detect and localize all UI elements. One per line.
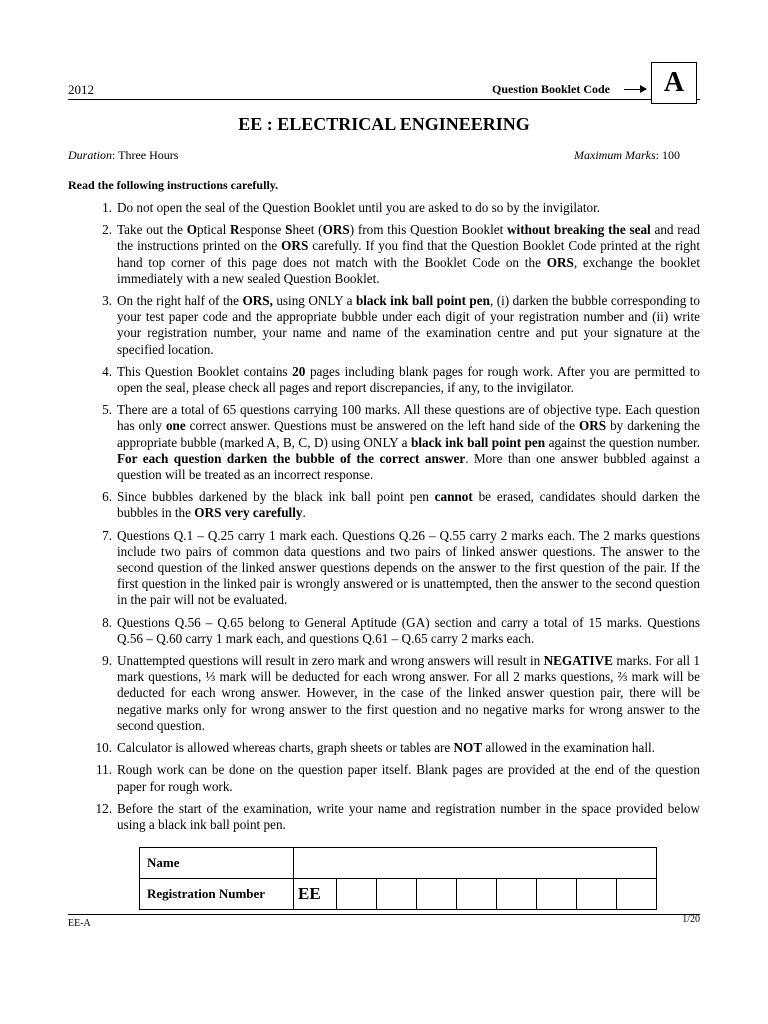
instruction-emphasis: black ink ball point pen xyxy=(355,293,490,309)
instruction-text: esponse xyxy=(239,222,286,238)
instruction-emphasis: S xyxy=(285,222,293,238)
instruction-item xyxy=(68,653,700,734)
registration-digit-cell[interactable] xyxy=(377,879,417,910)
instruction-text: using ONLY a xyxy=(272,293,356,309)
instruction-text: Calculator is allowed whereas charts, graph sheets or tables are xyxy=(117,740,454,756)
instruction-text: On the right half of the xyxy=(117,293,243,309)
instruction-item xyxy=(68,222,700,287)
instruction-emphasis: R xyxy=(230,222,240,238)
instruction-text: Take out the xyxy=(117,222,187,238)
instruction-number: 5. xyxy=(102,402,112,418)
instruction-text: . More than one answer bubbled against a question will be treated as an incorrect response. xyxy=(117,450,701,483)
instruction-number: 3. xyxy=(102,293,112,309)
instruction-text: against the question number. xyxy=(545,434,700,450)
instruction-text: Since bubbles darkened by the black ink ball point pen xyxy=(117,489,435,505)
instruction-item xyxy=(68,615,700,647)
name-field[interactable] xyxy=(294,848,657,879)
instruction-item xyxy=(68,762,700,794)
instruction-text: Questions Q.1 – Q.25 carry 1 mark each. Questions Q.26 – Q.55 carry 2 marks each. The 2 marks questions include two pairs of common data questions and two pairs of linked answer questions. The answer to the second question of the linked answer questions depends on the answer to the first question of the pair. If the first question in the linked pair is wrongly answered or is unattempted, then the answer to the second question in the pair will not be evaluated. xyxy=(117,527,700,608)
instruction-number: 2. xyxy=(102,222,112,238)
instruction-emphasis: black ink ball point pen xyxy=(411,434,546,450)
instruction-number: 1. xyxy=(102,200,112,215)
instruction-list xyxy=(68,200,700,839)
instruction-number: 4. xyxy=(102,363,112,379)
instruction-text: , (i) darken the bubble corresponding to your test paper code and the appropriate bubble under each digit of your registration number and (ii) write your registration number, your name and name of the examination centre and put your signature at the specified location. xyxy=(117,293,701,357)
instruction-emphasis: O xyxy=(186,222,197,238)
duration-label: Duration xyxy=(68,148,113,162)
registration-digit-cell[interactable] xyxy=(537,879,577,910)
instruction-item xyxy=(68,801,700,833)
instruction-item xyxy=(68,293,700,358)
instruction-item xyxy=(68,489,700,521)
instruction-text: by darkening the appropriate bubble (marked A, B, C, D) using ONLY a xyxy=(117,418,701,450)
marks-value: : 100 xyxy=(655,148,680,162)
instruction-text: carefully. If you find that the Question Booklet Code printed at the right hand top corner of this page does not match with the Booklet Code on the xyxy=(117,238,700,270)
booklet-code-label: Question Booklet Code xyxy=(492,82,611,96)
instruction-number: 9. xyxy=(102,653,112,669)
instruction-number: 7. xyxy=(102,527,112,543)
name-label: Name xyxy=(140,848,294,879)
instruction-text: Do not open the seal of the Question Booklet until you are asked to do so by the invigilator. xyxy=(117,200,601,215)
instruction-emphasis: cannot xyxy=(434,489,473,505)
instructions-heading: Read the following instructions carefully. xyxy=(68,178,279,192)
instruction-number: 10. xyxy=(95,740,112,756)
instruction-text: heet ( xyxy=(292,222,323,238)
instruction-text: Rough work can be done on the question paper itself. Blank pages are provided at the end of the question paper for rough work. xyxy=(117,762,700,794)
instruction-item xyxy=(68,200,700,216)
instruction-emphasis: ORS xyxy=(322,222,350,238)
duration xyxy=(68,148,178,163)
instruction-number: 6. xyxy=(102,489,112,505)
instruction-text: ptical xyxy=(196,222,231,238)
year: 2012 xyxy=(68,82,94,97)
top-rule xyxy=(68,99,700,100)
instruction-emphasis: ORS xyxy=(281,238,309,254)
candidate-details-table xyxy=(139,847,657,910)
instruction-text: There are a total of 65 questions carrying 100 marks. All these questions are of objective type. Each question has only xyxy=(117,402,700,434)
name-row xyxy=(140,848,657,879)
registration-digit-cell[interactable] xyxy=(337,879,377,910)
instruction-emphasis: NOT xyxy=(453,740,483,756)
instruction-text: allowed in the examination hall. xyxy=(482,740,655,756)
instruction-emphasis: For each question darken the bubble of the correct answer xyxy=(117,450,466,466)
page-number: 1/20 xyxy=(682,914,700,925)
registration-prefix: EE xyxy=(294,879,337,910)
registration-digit-cell[interactable] xyxy=(577,879,617,910)
instruction-text: Unattempted questions will result in zero mark and wrong answers will result in xyxy=(117,653,544,669)
booklet-code-box: A xyxy=(651,62,697,104)
registration-digit-cell[interactable] xyxy=(457,879,497,910)
instruction-text: This Question Booklet contains xyxy=(117,363,293,379)
instruction-text: and read the instructions printed on the xyxy=(117,222,700,254)
instruction-item xyxy=(68,364,700,396)
registration-label: Registration Number xyxy=(140,879,294,910)
instruction-text: ) from this Question Booklet xyxy=(349,222,508,238)
instruction-text: marks. For all 1 mark questions, ⅓ mark will be deducted for each wrong answer. For all 2 marks questions, ⅔ mark will be deducted for each wrong answer. However, in the case of the linked answer question pair, there will be negative marks only for wrong answer to the first question and no negative marks for wrong answer to the second question. xyxy=(117,653,700,733)
instruction-item xyxy=(68,402,700,483)
footer-paper-code: EE-A xyxy=(68,918,91,929)
instruction-emphasis: without breaking the seal xyxy=(507,222,651,238)
instruction-text: . xyxy=(302,505,306,521)
marks-label: Maximum Marks xyxy=(574,148,656,162)
maximum-marks xyxy=(574,148,680,163)
registration-digit-cell[interactable] xyxy=(417,879,457,910)
instruction-text: Questions Q.56 – Q.65 belong to General Aptitude (GA) section and carry a total of 15 marks. Questions Q.56 – Q.60 carry 1 mark each, and questions Q.61 – Q.65 carry 2 marks each. xyxy=(117,614,700,646)
registration-row xyxy=(140,879,657,910)
instruction-emphasis: 20 xyxy=(292,363,306,379)
duration-value: : Three Hours xyxy=(112,148,179,162)
instruction-item xyxy=(68,740,700,756)
instruction-number: 11. xyxy=(96,762,112,778)
page-title: EE : ELECTRICAL ENGINEERING xyxy=(238,114,530,134)
instruction-text: pages including blank pages for rough work. After you are permitted to open the seal, please check all pages and report discrepancies, if any, to the invigilator. xyxy=(117,363,700,396)
registration-digit-cell[interactable] xyxy=(617,879,657,910)
bottom-rule xyxy=(68,914,700,915)
instruction-text: , exchange the booklet immediately with a new sealed Question Booklet. xyxy=(117,254,700,286)
instruction-emphasis: ORS very carefully xyxy=(194,505,303,521)
registration-digit-cell[interactable] xyxy=(497,879,537,910)
instruction-emphasis: ORS xyxy=(546,254,574,270)
arrow-right-icon xyxy=(624,89,646,90)
instruction-emphasis: ORS xyxy=(579,418,607,434)
instruction-emphasis: ORS, xyxy=(242,293,273,309)
instruction-emphasis: NEGATIVE xyxy=(543,653,613,669)
instruction-text: be erased, candidates should darken the bubbles in the xyxy=(117,489,700,521)
instruction-emphasis: one xyxy=(165,418,186,434)
instruction-text: correct answer. Questions must be answered on the left hand side of the xyxy=(185,418,580,434)
instruction-item xyxy=(68,528,700,609)
instruction-number: 8. xyxy=(102,614,112,630)
instruction-text: Before the start of the examination, write your name and registration number in the space provided below using a black ink ball point pen. xyxy=(117,800,700,832)
instruction-number: 12. xyxy=(95,800,112,816)
